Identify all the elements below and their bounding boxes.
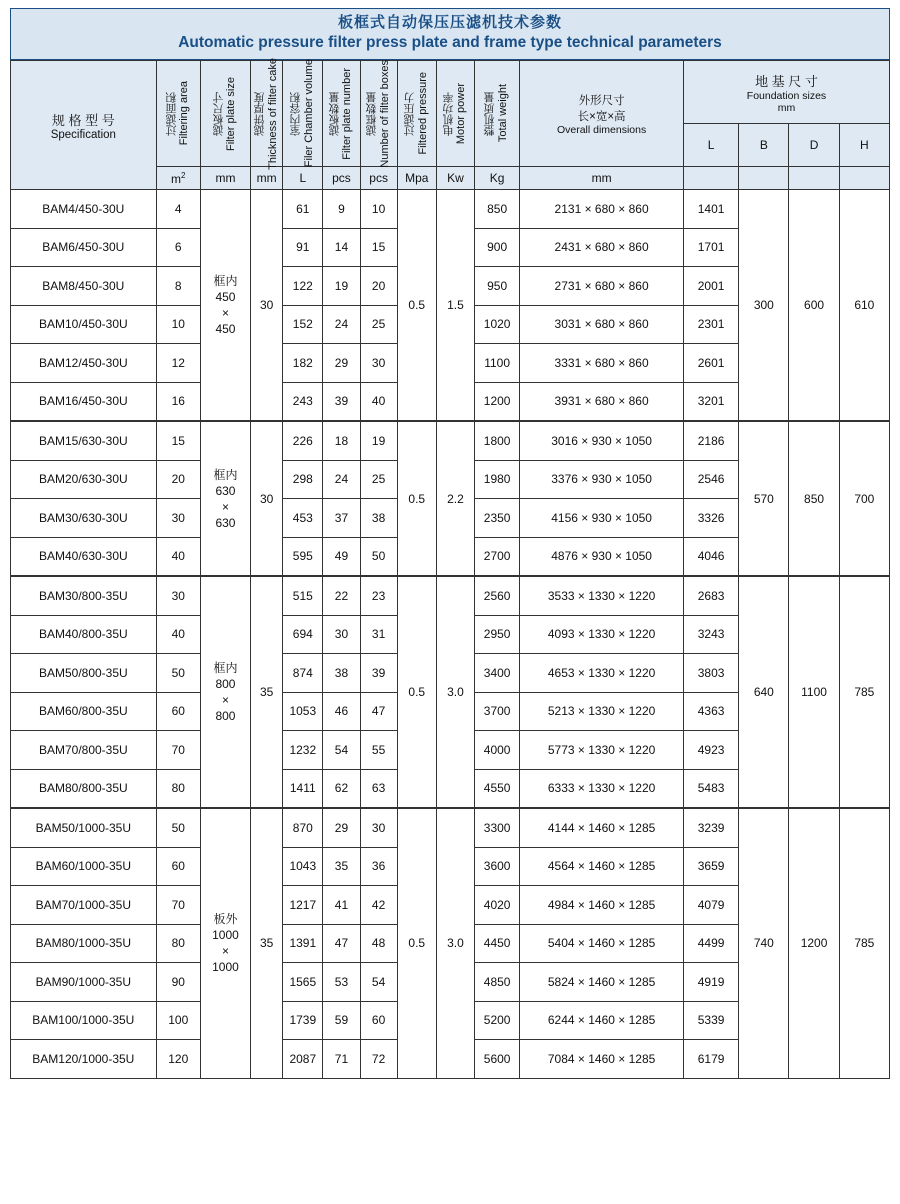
cell-filtered-pressure: 0.5 <box>397 190 436 422</box>
cell-motor-power: 1.5 <box>436 190 474 422</box>
cell-chamber-volume: 874 <box>283 654 323 693</box>
cell-foundation-l: 740 <box>739 808 789 1078</box>
cell-filter-plate-size: 框内 630 × 630 <box>200 421 250 576</box>
header-overall-dimensions-en: Overall dimensions <box>556 123 647 136</box>
header-foundation-sizes-unit: mm <box>777 101 796 114</box>
cell-overall-dimensions: 5824 × 1460 × 1285 <box>520 963 684 1002</box>
cell-filtering-area: 12 <box>156 344 200 383</box>
cell-box-number: 42 <box>360 886 397 925</box>
cell-plate-number: 29 <box>323 344 360 383</box>
cell-filtering-area: 100 <box>156 1001 200 1040</box>
cell-plate-number: 29 <box>323 808 360 847</box>
cell-filter-plate-size: 框内 800 × 800 <box>200 576 250 808</box>
cell-overall-dimensions: 6333 × 1330 × 1220 <box>520 769 684 808</box>
cell-chamber-volume: 152 <box>283 305 323 344</box>
unit-foundation-h <box>839 167 889 190</box>
cell-chamber-volume: 298 <box>283 460 323 499</box>
cell-foundation-h: 3803 <box>683 654 738 693</box>
cell-box-number: 36 <box>360 847 397 886</box>
cell-foundation-h: 4923 <box>683 731 738 770</box>
cell-filtering-area: 16 <box>156 382 200 421</box>
cell-overall-dimensions: 4156 × 930 × 1050 <box>520 499 684 538</box>
cell-overall-dimensions: 4876 × 930 × 1050 <box>520 537 684 576</box>
cell-plate-number: 54 <box>323 731 360 770</box>
table-body <box>11 190 890 1079</box>
header-specification <box>11 61 157 190</box>
cell-filtering-area: 70 <box>156 731 200 770</box>
cell-total-weight: 850 <box>475 190 520 229</box>
cell-total-weight: 2950 <box>475 615 520 654</box>
cell-filtering-area: 70 <box>156 886 200 925</box>
unit-box-number: pcs <box>360 167 397 190</box>
cell-total-weight: 900 <box>475 228 520 267</box>
cell-total-weight: 3700 <box>475 692 520 731</box>
header-motor-power <box>436 61 474 167</box>
cell-plate-number: 49 <box>323 537 360 576</box>
cell-motor-power: 3.0 <box>436 808 474 1078</box>
cell-overall-dimensions: 6244 × 1460 × 1285 <box>520 1001 684 1040</box>
cell-filtering-area: 60 <box>156 692 200 731</box>
cell-chamber-volume: 1043 <box>283 847 323 886</box>
cell-overall-dimensions: 3031 × 680 × 860 <box>520 305 684 344</box>
cell-total-weight: 1800 <box>475 421 520 460</box>
header-filter-plate-size-cn: 滤板尺寸 <box>212 91 225 136</box>
cell-foundation-l: 640 <box>739 576 789 808</box>
cell-foundation-b: 850 <box>789 421 839 576</box>
cell-chamber-volume: 2087 <box>283 1040 323 1079</box>
cell-specification: BAM80/1000-35U <box>11 924 157 963</box>
cell-foundation-h: 1401 <box>683 190 738 229</box>
header-total-weight-en: Total weight <box>497 84 510 143</box>
cell-foundation-h: 2001 <box>683 267 738 306</box>
cell-total-weight: 4020 <box>475 886 520 925</box>
cell-box-number: 50 <box>360 537 397 576</box>
cell-plate-number: 18 <box>323 421 360 460</box>
cell-overall-dimensions: 3376 × 930 × 1050 <box>520 460 684 499</box>
cell-plate-number: 9 <box>323 190 360 229</box>
unit-foundation-b <box>739 167 789 190</box>
cell-total-weight: 4850 <box>475 963 520 1002</box>
cell-plate-number: 41 <box>323 886 360 925</box>
cell-specification: BAM12/450-30U <box>11 344 157 383</box>
cell-specification: BAM8/450-30U <box>11 267 157 306</box>
cell-box-number: 47 <box>360 692 397 731</box>
cell-foundation-h: 4079 <box>683 886 738 925</box>
header-box-number-en: Number of filter boxes <box>378 59 391 168</box>
cell-specification: BAM80/800-35U <box>11 769 157 808</box>
header-plate-number <box>323 61 360 167</box>
header-filtered-pressure-cn: 过滤压力 <box>404 91 417 136</box>
table-row <box>11 190 890 229</box>
header-chamber-volume-cn: 室内容积 <box>290 91 303 136</box>
cell-total-weight: 4550 <box>475 769 520 808</box>
cell-filtering-area: 120 <box>156 1040 200 1079</box>
cell-chamber-volume: 1217 <box>283 886 323 925</box>
cell-foundation-h: 4363 <box>683 692 738 731</box>
cell-foundation-h: 2601 <box>683 344 738 383</box>
header-motor-power-cn: 电机功率 <box>442 91 455 136</box>
cell-overall-dimensions: 3931 × 680 × 860 <box>520 382 684 421</box>
header-filtering-area-en: Filtering area <box>178 81 191 146</box>
header-box-number <box>360 61 397 167</box>
cell-box-number: 48 <box>360 924 397 963</box>
cell-specification: BAM120/1000-35U <box>11 1040 157 1079</box>
header-overall-dimensions <box>520 61 684 167</box>
cell-plate-number: 14 <box>323 228 360 267</box>
cell-chamber-volume: 694 <box>283 615 323 654</box>
header-foundation-col-l: L <box>683 124 738 167</box>
cell-foundation-d: 785 <box>839 576 889 808</box>
cell-total-weight: 5200 <box>475 1001 520 1040</box>
cell-overall-dimensions: 3016 × 930 × 1050 <box>520 421 684 460</box>
header-chamber-volume <box>283 61 323 167</box>
unit-overall-dimensions: mm <box>520 167 684 190</box>
cell-chamber-volume: 515 <box>283 576 323 615</box>
cell-plate-number: 30 <box>323 615 360 654</box>
cell-specification: BAM70/800-35U <box>11 731 157 770</box>
unit-plate-number: pcs <box>323 167 360 190</box>
cell-filtering-area: 20 <box>156 460 200 499</box>
cell-total-weight: 1020 <box>475 305 520 344</box>
cell-foundation-h: 2546 <box>683 460 738 499</box>
cell-box-number: 15 <box>360 228 397 267</box>
cell-total-weight: 4000 <box>475 731 520 770</box>
cell-total-weight: 2350 <box>475 499 520 538</box>
cell-chamber-volume: 870 <box>283 808 323 847</box>
cell-filtering-area: 30 <box>156 499 200 538</box>
cell-plate-number: 47 <box>323 924 360 963</box>
cell-overall-dimensions: 2731 × 680 × 860 <box>520 267 684 306</box>
table-row <box>11 421 890 460</box>
cell-box-number: 23 <box>360 576 397 615</box>
cell-box-number: 63 <box>360 769 397 808</box>
cell-filtering-area: 8 <box>156 267 200 306</box>
cell-foundation-d: 785 <box>839 808 889 1078</box>
cell-overall-dimensions: 4653 × 1330 × 1220 <box>520 654 684 693</box>
cell-plate-number: 19 <box>323 267 360 306</box>
cell-total-weight: 2700 <box>475 537 520 576</box>
cell-foundation-h: 5483 <box>683 769 738 808</box>
cell-specification: BAM20/630-30U <box>11 460 157 499</box>
cell-chamber-volume: 91 <box>283 228 323 267</box>
header-filtering-area <box>156 61 200 167</box>
unit-cake-thickness: mm <box>251 167 283 190</box>
cell-overall-dimensions: 3533 × 1330 × 1220 <box>520 576 684 615</box>
cell-plate-number: 24 <box>323 305 360 344</box>
cell-plate-number: 46 <box>323 692 360 731</box>
cell-filtered-pressure: 0.5 <box>397 576 436 808</box>
header-box-number-cn: 滤框数量 <box>365 91 378 136</box>
cell-box-number: 10 <box>360 190 397 229</box>
cell-total-weight: 950 <box>475 267 520 306</box>
cell-specification: BAM40/630-30U <box>11 537 157 576</box>
cell-motor-power: 3.0 <box>436 576 474 808</box>
cell-chamber-volume: 1232 <box>283 731 323 770</box>
cell-foundation-h: 2301 <box>683 305 738 344</box>
unit-filtering-area: $m^2$ <box>156 167 200 190</box>
cell-foundation-h: 6179 <box>683 1040 738 1079</box>
cell-box-number: 38 <box>360 499 397 538</box>
cell-specification: BAM90/1000-35U <box>11 963 157 1002</box>
unit-motor-power: Kw <box>436 167 474 190</box>
cell-cake-thickness: 35 <box>251 576 283 808</box>
unit-foundation-l <box>683 167 738 190</box>
cell-foundation-h: 3326 <box>683 499 738 538</box>
header-foundation-sizes-cn: 地 基 尺 寸 <box>755 73 818 89</box>
header-total-weight-cn: 整机质量 <box>484 91 497 136</box>
title-english: Automatic pressure filter press plate and frame type technical parameters <box>178 34 722 51</box>
header-foundation-col-d: D <box>789 124 839 167</box>
cell-cake-thickness: 30 <box>251 190 283 422</box>
cell-filtering-area: 80 <box>156 924 200 963</box>
header-cake-thickness-cn: 滤饼厚度 <box>253 91 266 136</box>
cell-specification: BAM100/1000-35U <box>11 1001 157 1040</box>
header-plate-number-en: Filter plate number <box>341 67 354 160</box>
cell-specification: BAM50/800-35U <box>11 654 157 693</box>
cell-plate-number: 71 <box>323 1040 360 1079</box>
cell-plate-number: 35 <box>323 847 360 886</box>
header-foundation-col-b: B <box>739 124 789 167</box>
cell-cake-thickness: 35 <box>251 808 283 1078</box>
cell-foundation-h: 3659 <box>683 847 738 886</box>
cell-box-number: 25 <box>360 305 397 344</box>
cell-chamber-volume: 1411 <box>283 769 323 808</box>
cell-specification: BAM4/450-30U <box>11 190 157 229</box>
header-foundation-sizes-en: Foundation sizes <box>746 89 827 102</box>
cell-cake-thickness: 30 <box>251 421 283 576</box>
header-specification-en: Specification <box>50 128 116 141</box>
cell-box-number: 19 <box>360 421 397 460</box>
cell-filtering-area: 40 <box>156 537 200 576</box>
cell-chamber-volume: 1739 <box>283 1001 323 1040</box>
cell-total-weight: 3400 <box>475 654 520 693</box>
cell-total-weight: 3300 <box>475 808 520 847</box>
cell-foundation-h: 1701 <box>683 228 738 267</box>
cell-filtered-pressure: 0.5 <box>397 421 436 576</box>
cell-specification: BAM60/1000-35U <box>11 847 157 886</box>
cell-foundation-l: 570 <box>739 421 789 576</box>
cell-overall-dimensions: 4564 × 1460 × 1285 <box>520 847 684 886</box>
header-cake-thickness <box>251 57 283 170</box>
cell-box-number: 72 <box>360 1040 397 1079</box>
cell-overall-dimensions: 4144 × 1460 × 1285 <box>520 808 684 847</box>
cell-plate-number: 24 <box>323 460 360 499</box>
cell-chamber-volume: 122 <box>283 267 323 306</box>
cell-specification: BAM50/1000-35U <box>11 808 157 847</box>
cell-box-number: 55 <box>360 731 397 770</box>
unit-filtered-pressure: Mpa <box>397 167 436 190</box>
cell-total-weight: 2560 <box>475 576 520 615</box>
cell-total-weight: 1200 <box>475 382 520 421</box>
cell-filtering-area: 15 <box>156 421 200 460</box>
cell-total-weight: 1100 <box>475 344 520 383</box>
header-filter-plate-size <box>200 61 250 167</box>
cell-filtering-area: 50 <box>156 808 200 847</box>
header-filtering-area-cn: 过滤面积 <box>165 91 178 136</box>
cell-chamber-volume: 595 <box>283 537 323 576</box>
cell-filter-plate-size: 框内 450 × 450 <box>200 190 250 422</box>
header-plate-number-cn: 滤板数量 <box>328 91 341 136</box>
cell-foundation-h: 2683 <box>683 576 738 615</box>
cell-plate-number: 22 <box>323 576 360 615</box>
header-foundation-col-h: H <box>839 124 889 167</box>
title-chinese: 板框式自动保压压滤机技术参数 <box>337 14 562 31</box>
cell-specification: BAM70/1000-35U <box>11 886 157 925</box>
header-specification-cn: 规 格 型 号 <box>51 112 115 128</box>
cell-chamber-volume: 182 <box>283 344 323 383</box>
cell-chamber-volume: 226 <box>283 421 323 460</box>
cell-box-number: 54 <box>360 963 397 1002</box>
cell-overall-dimensions: 2131 × 680 × 860 <box>520 190 684 229</box>
cell-overall-dimensions: 5773 × 1330 × 1220 <box>520 731 684 770</box>
cell-box-number: 25 <box>360 460 397 499</box>
cell-chamber-volume: 1565 <box>283 963 323 1002</box>
cell-box-number: 30 <box>360 808 397 847</box>
cell-overall-dimensions: 5213 × 1330 × 1220 <box>520 692 684 731</box>
cell-foundation-h: 4499 <box>683 924 738 963</box>
cell-foundation-b: 1100 <box>789 576 839 808</box>
cell-filtering-area: 6 <box>156 228 200 267</box>
cell-specification: BAM60/800-35U <box>11 692 157 731</box>
header-foundation-sizes <box>683 61 889 124</box>
cell-foundation-d: 700 <box>839 421 889 576</box>
cell-chamber-volume: 243 <box>283 382 323 421</box>
header-total-weight <box>475 61 520 167</box>
cell-chamber-volume: 1391 <box>283 924 323 963</box>
table-row <box>11 576 890 615</box>
header-filtered-pressure <box>397 61 436 167</box>
unit-filter-plate-size: mm <box>200 167 250 190</box>
cell-foundation-h: 3243 <box>683 615 738 654</box>
cell-plate-number: 59 <box>323 1001 360 1040</box>
table-row <box>11 808 890 847</box>
cell-box-number: 60 <box>360 1001 397 1040</box>
cell-total-weight: 5600 <box>475 1040 520 1079</box>
cell-plate-number: 53 <box>323 963 360 1002</box>
cell-filtering-area: 4 <box>156 190 200 229</box>
cell-filtering-area: 40 <box>156 615 200 654</box>
cell-total-weight: 1980 <box>475 460 520 499</box>
cell-filtered-pressure: 0.5 <box>397 808 436 1078</box>
cell-box-number: 30 <box>360 344 397 383</box>
cell-foundation-b: 600 <box>789 190 839 422</box>
cell-filter-plate-size: 板外 1000 × 1000 <box>200 808 250 1078</box>
cell-filtering-area: 10 <box>156 305 200 344</box>
header-overall-dimensions-formula: 长×宽×高 <box>577 110 626 123</box>
cell-foundation-h: 3239 <box>683 808 738 847</box>
cell-foundation-b: 1200 <box>789 808 839 1078</box>
cell-overall-dimensions: 7084 × 1460 × 1285 <box>520 1040 684 1079</box>
cell-specification: BAM6/450-30U <box>11 228 157 267</box>
cell-foundation-d: 610 <box>839 190 889 422</box>
cell-specification: BAM10/450-30U <box>11 305 157 344</box>
cell-plate-number: 37 <box>323 499 360 538</box>
cell-filtering-area: 80 <box>156 769 200 808</box>
unit-chamber-volume: L <box>283 167 323 190</box>
cell-box-number: 39 <box>360 654 397 693</box>
cell-foundation-h: 2186 <box>683 421 738 460</box>
cell-box-number: 20 <box>360 267 397 306</box>
cell-overall-dimensions: 5404 × 1460 × 1285 <box>520 924 684 963</box>
cell-filtering-area: 60 <box>156 847 200 886</box>
title-block <box>10 8 890 60</box>
cell-overall-dimensions: 3331 × 680 × 860 <box>520 344 684 383</box>
spec-sheet <box>10 0 890 1079</box>
header-chamber-volume-en: Filer Chamber volume <box>302 59 315 168</box>
cell-foundation-h: 4919 <box>683 963 738 1002</box>
cell-plate-number: 39 <box>323 382 360 421</box>
specification-table <box>10 57 890 1079</box>
cell-overall-dimensions: 4093 × 1330 × 1220 <box>520 615 684 654</box>
cell-overall-dimensions: 2431 × 680 × 860 <box>520 228 684 267</box>
cell-filtering-area: 90 <box>156 963 200 1002</box>
cell-filtering-area: 30 <box>156 576 200 615</box>
cell-chamber-volume: 453 <box>283 499 323 538</box>
cell-total-weight: 3600 <box>475 847 520 886</box>
header-filtered-pressure-en: Filtered pressure <box>416 72 429 155</box>
cell-chamber-volume: 61 <box>283 190 323 229</box>
cell-chamber-volume: 1053 <box>283 692 323 731</box>
header-motor-power-en: Motor power <box>455 82 468 145</box>
header-filter-plate-size-en: Filter plate size <box>225 76 238 151</box>
cell-overall-dimensions: 4984 × 1460 × 1285 <box>520 886 684 925</box>
unit-foundation-d <box>789 167 839 190</box>
cell-specification: BAM40/800-35U <box>11 615 157 654</box>
cell-specification: BAM15/630-30U <box>11 421 157 460</box>
table-header <box>11 57 890 190</box>
cell-motor-power: 2.2 <box>436 421 474 576</box>
cell-box-number: 31 <box>360 615 397 654</box>
cell-foundation-h: 3201 <box>683 382 738 421</box>
cell-filtering-area: 50 <box>156 654 200 693</box>
cell-specification: BAM30/630-30U <box>11 499 157 538</box>
cell-specification: BAM30/800-35U <box>11 576 157 615</box>
cell-plate-number: 62 <box>323 769 360 808</box>
unit-total-weight: Kg <box>475 167 520 190</box>
cell-foundation-l: 300 <box>739 190 789 422</box>
cell-box-number: 40 <box>360 382 397 421</box>
header-cake-thickness-en: Thickness of filter cake <box>266 57 279 170</box>
cell-specification: BAM16/450-30U <box>11 382 157 421</box>
cell-foundation-h: 5339 <box>683 1001 738 1040</box>
cell-plate-number: 38 <box>323 654 360 693</box>
header-overall-dimensions-cn: 外形尺寸 <box>578 94 625 107</box>
cell-total-weight: 4450 <box>475 924 520 963</box>
cell-foundation-h: 4046 <box>683 537 738 576</box>
